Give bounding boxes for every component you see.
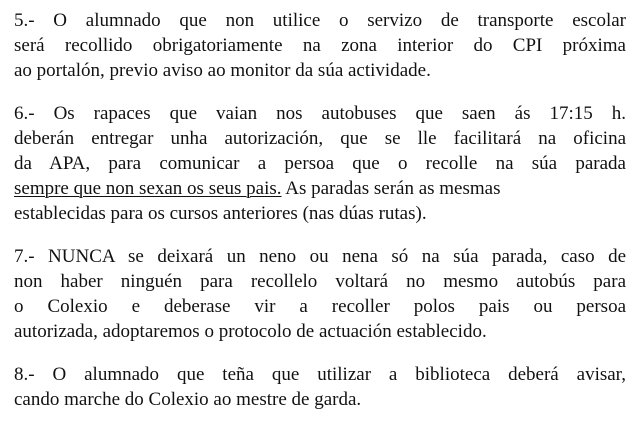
text-line: será recollido obrigatoriamente na zona interior do CPI próxima <box>14 35 626 56</box>
text-fragment: As paradas serán as mesmas <box>281 178 501 199</box>
text-line: 5.- O alumnado que non utilice o servizo de transporte escolar <box>14 10 626 31</box>
text-line: o Colexio e deberase vir a recoller polos pais ou persoa <box>14 296 626 317</box>
paragraph-8 <box>14 362 626 412</box>
text-line: non haber ninguén para recollelo voltará no mesmo autobús para <box>14 271 626 292</box>
paragraph-7 <box>14 244 626 344</box>
text-line: 8.- O alumnado que teña que utilizar a biblioteca deberá avisar, <box>14 364 626 385</box>
text-line: autorizada, adoptaremos o protocolo de actuación establecido. <box>14 321 487 342</box>
paragraph-6 <box>14 101 626 226</box>
text-line-mixed <box>14 176 626 201</box>
text-line: deberán entregar unha autorización, que se lle facilitará na oficina <box>14 128 626 149</box>
text-line: 7.- NUNCA se deixará un neno ou nena só na súa parada, caso de <box>14 246 626 267</box>
text-line: ao portalón, previo aviso ao monitor da súa actividade. <box>14 60 431 81</box>
text-line: 6.- Os rapaces que vaian nos autobuses que saen ás 17:15 h. <box>14 103 626 124</box>
paragraph-5 <box>14 8 626 83</box>
underlined-text: sempre que non sexan os seus pais. <box>14 178 282 199</box>
text-line: da APA, para comunicar a persoa que o recolle na súa parada <box>14 153 626 174</box>
document-page <box>14 8 626 412</box>
text-line: establecidas para os cursos anteriores (nas dúas rutas). <box>14 203 427 224</box>
text-line: cando marche do Colexio ao mestre de garda. <box>14 389 362 410</box>
